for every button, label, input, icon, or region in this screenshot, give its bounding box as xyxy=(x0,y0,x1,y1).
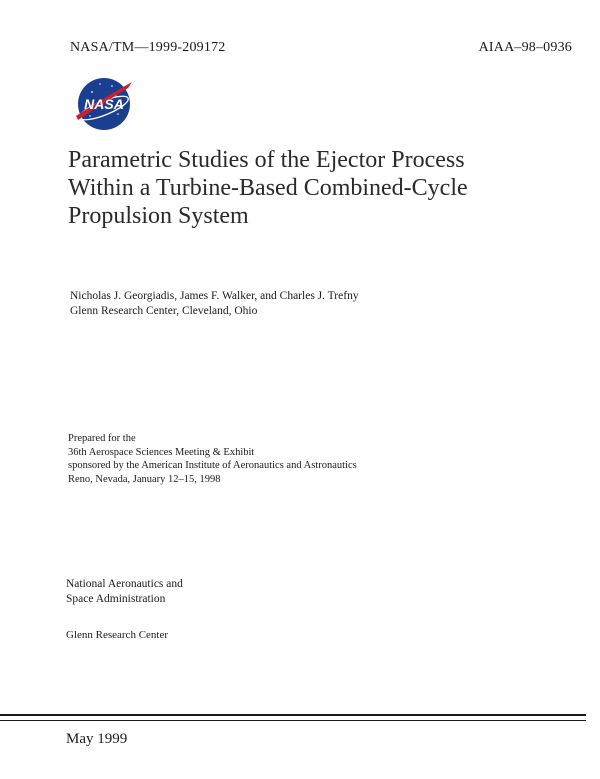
prepared-line: sponsored by the American Institute of Aeronautics and Astronautics xyxy=(68,460,357,471)
agency-line: National Aeronautics and xyxy=(66,578,183,590)
research-center: Glenn Research Center xyxy=(66,629,169,641)
footer-rule xyxy=(0,714,586,716)
title-line: Within a Turbine-Based Combined-Cycle xyxy=(68,175,468,201)
prepared-for-block xyxy=(68,432,357,486)
author-names: Nicholas J. Georgiadis, James F. Walker, and Charles J. Trefny xyxy=(70,290,359,302)
agency-line: Space Administration xyxy=(66,593,166,605)
prepared-line: Prepared for the xyxy=(68,433,136,444)
title-line: Propulsion System xyxy=(68,203,249,229)
authors-block xyxy=(70,289,359,319)
footer-rule-thin xyxy=(0,720,586,721)
publication-date: May 1999 xyxy=(66,731,128,747)
nasa-logo xyxy=(70,70,138,138)
author-affiliation: Glenn Research Center, Cleveland, Ohio xyxy=(70,305,258,317)
logo-wordmark: NASA xyxy=(84,96,124,112)
aiaa-number: AIAA–98–0936 xyxy=(478,40,572,55)
title-line: Parametric Studies of the Ejector Process xyxy=(68,147,465,173)
document-title xyxy=(68,146,468,230)
prepared-line: 36th Aerospace Sciences Meeting & Exhibit xyxy=(68,446,255,458)
report-number: NASA/TM—1999-209172 xyxy=(70,40,226,55)
prepared-line: Reno, Nevada, January 12–15, 1998 xyxy=(68,473,221,485)
agency-block xyxy=(66,577,183,607)
